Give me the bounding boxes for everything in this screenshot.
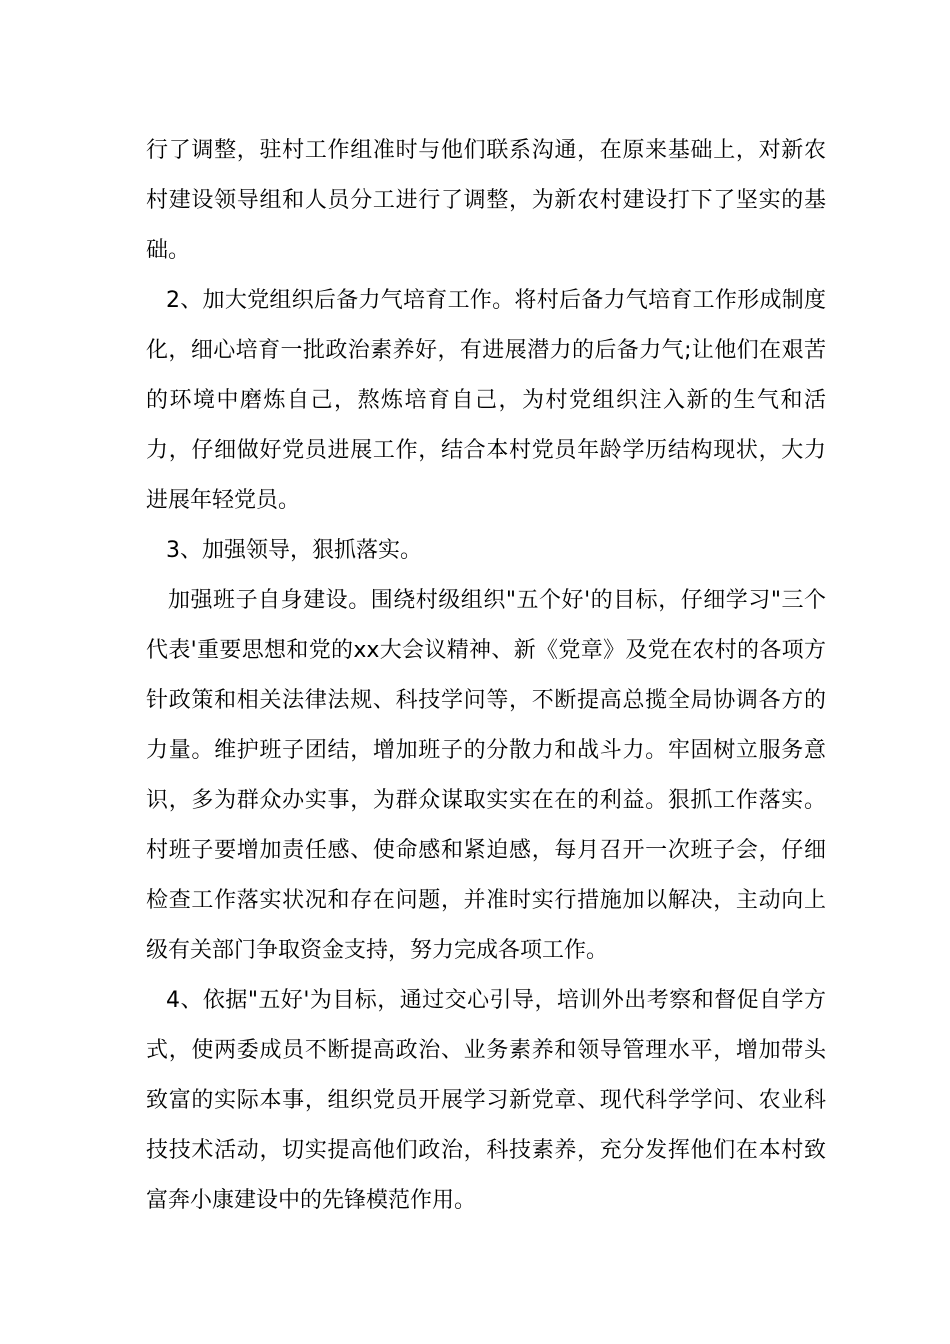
paragraph-item-4: 4、依据"五好'为目标，通过交心引导，培训外出考察和督促自学方式，使两委成员不断提高政治、业务素养和领导管理水平，增加带头致富的实际本事，组织党员开展学习新党章、现代科学学问、农业科技技术活动，切实提高他们政治，科技素养，充分发挥他们在本村致富奔小康建设中的先锋模范作用。: [146, 988, 826, 1213]
paragraph-continuation: 行了调整，驻村工作组准时与他们联系沟通，在原来基础上，对新农村建设领导组和人员分工进行了调整，为新农村建设打下了坚实的基础。: [146, 138, 826, 263]
paragraph-item-3: 3、加强领导，狠抓落实。: [166, 538, 422, 563]
paragraph-team-building: 加强班子自身建设。围绕村级组织"五个好'的目标，仔细学习"三个代表'重要思想和党的xx大会议精神、新《党章》及党在农村的各项方针政策和相关法律法规、科技学问等，不断提高总揽全局协调各方的力量。维护班子团结，增加班子的分散力和战斗力。牢固树立服务意识，多为群众办实事，为群众谋取实实在在的利益。狠抓工作落实。村班子要增加责任感、使命感和紧迫感，每月召开一次班子会，仔细检查工作落实状况和存在问题，并准时实行措施加以解决，主动向上级有关部门争取资金支持，努力完成各项工作。: [146, 588, 826, 963]
paragraph-item-2: 2、加大党组织后备力气培育工作。将村后备力气培育工作形成制度化，细心培育一批政治素养好，有进展潜力的后备力气;让他们在艰苦的环境中磨炼自己，熬炼培育自己，为村党组织注入新的生气和活力，仔细做好党员进展工作，结合本村党员年龄学历结构现状，大力进展年轻党员。: [146, 288, 826, 513]
document-body: [146, 126, 826, 1226]
